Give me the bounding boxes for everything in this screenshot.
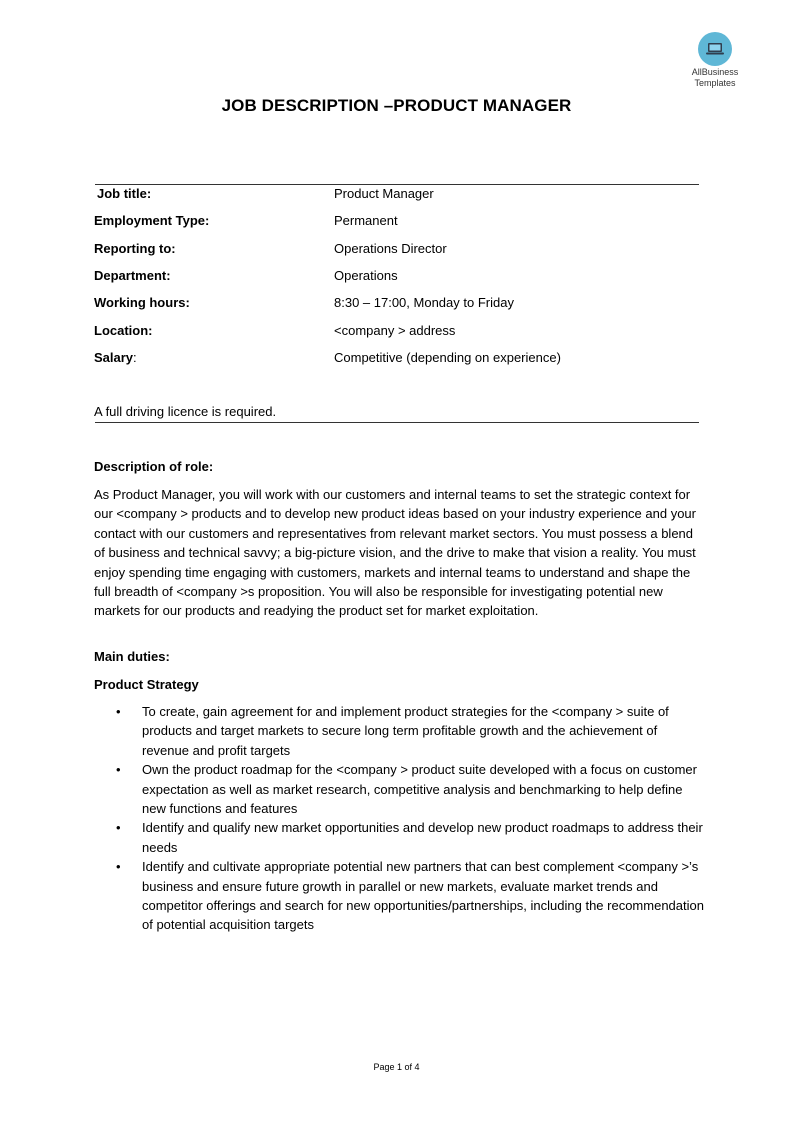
info-label: Working hours: (94, 295, 190, 310)
info-row-employment-type (94, 213, 699, 233)
list-item (94, 702, 704, 760)
bullet-icon: • (116, 859, 121, 875)
main-duties-heading: Main duties: (94, 649, 170, 664)
logo-text-line1: AllBusiness (691, 67, 739, 77)
info-value: Permanent (334, 213, 398, 228)
info-label: Reporting to: (94, 241, 176, 256)
salary-label-colon: : (133, 350, 137, 365)
page-number: Page 1 of 4 (373, 1062, 420, 1072)
info-row-job-title (97, 186, 702, 206)
info-row-working-hours (94, 295, 699, 315)
info-label: Employment Type: (94, 213, 210, 228)
salary-label-text: Salary (94, 350, 134, 365)
duties-list (94, 702, 704, 935)
bullet-icon: • (116, 762, 121, 778)
info-row-salary (94, 350, 699, 370)
info-row-reporting-to (94, 241, 699, 261)
info-value: Competitive (depending on experience) (334, 350, 561, 365)
info-label: Location: (94, 323, 153, 338)
info-value: Operations Director (334, 241, 447, 256)
info-row-location (94, 323, 699, 343)
info-label: Department: (94, 268, 171, 283)
duty-text: Identify and cultivate appropriate potential new partners that can best complement <company >’s business and ensure future growth in parallel or new markets, evaluate market trends and competitor offerings and search for new opportunities/partnerships, including the recommendation of potential acquisition targets (142, 859, 704, 933)
duty-text: Own the product roadmap for the <company > product suite developed with a focus on customer expectation as well as market research, competitive analysis and benchmarking to help define new functions and features (142, 762, 697, 817)
description-heading: Description of role: (94, 459, 214, 474)
laptop-icon (698, 32, 732, 66)
info-value: 8:30 – 17:00, Monday to Friday (334, 295, 514, 310)
bottom-divider (95, 422, 699, 423)
duty-text: Identify and qualify new market opportunities and develop new product roadmaps to address their needs (142, 820, 703, 855)
company-logo (684, 32, 746, 88)
info-label: Job title: (97, 186, 152, 201)
bullet-icon: • (116, 820, 121, 836)
list-item (94, 760, 704, 818)
info-value: <company > address (334, 323, 456, 338)
info-row-department (94, 268, 699, 288)
info-value: Product Manager (334, 186, 434, 201)
logo-text-line2: Templates (694, 78, 736, 88)
document-title: JOB DESCRIPTION –PRODUCT MANAGER (221, 96, 572, 115)
description-paragraph: As Product Manager, you will work with our customers and internal teams to set the strategic context for our <company > products and to develop new product ideas based on your industry experience and your contact with our customers and representatives from relevant market sectors. You must possess a blend of business and technical savvy; a big-picture vision, and the drive to make that vision a reality. You must enjoy spending time engaging with customers, markets and internal teams to understand and shape the full breadth of <company >s proposition. You will also be responsible for investigating potential new markets for our products and readying the product set for market exploitation. (94, 487, 696, 619)
info-label (94, 350, 137, 365)
licence-note: A full driving licence is required. (94, 404, 277, 419)
bullet-icon: • (116, 704, 121, 719)
product-strategy-heading: Product Strategy (94, 677, 199, 692)
list-item (94, 857, 704, 935)
top-divider (95, 184, 699, 185)
info-value: Operations (334, 268, 398, 283)
list-item (94, 818, 704, 857)
duty-text: To create, gain agreement for and implement product strategies for the <company > suite of products and target markets to secure long term profitable growth and the achievement of revenue and profit targets (142, 704, 669, 758)
